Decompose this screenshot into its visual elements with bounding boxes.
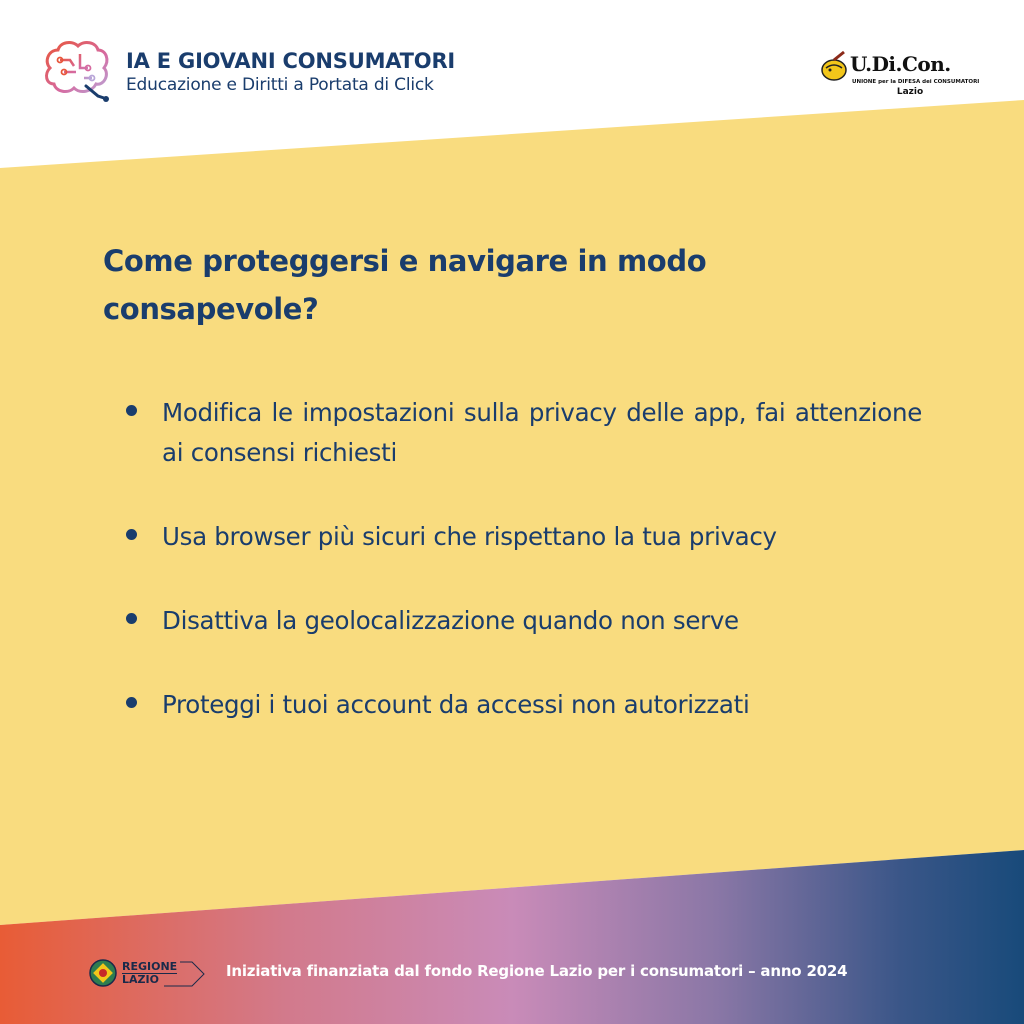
bullet-dot-icon <box>126 405 137 416</box>
page-title: Come proteggersi e navigare in modo consapevole? <box>103 244 707 326</box>
partner-region: Lazio <box>896 87 924 97</box>
funding-notice: Iniziativa finanziata dal fondo Regione Lazio per i consumatori – anno 2024 <box>226 962 848 980</box>
bullet-dot-icon <box>126 529 137 540</box>
udicon-mark-icon <box>820 50 850 82</box>
brand-logo <box>40 38 455 106</box>
list-item-text: Usa browser più sicuri che rispettano la tua privacy <box>162 522 777 551</box>
list-item <box>126 685 922 725</box>
region-name-line2: LAZIO <box>122 972 159 986</box>
list-item <box>126 601 922 641</box>
bullet-dot-icon <box>126 697 137 708</box>
region-name-line1: REGIONE <box>122 959 178 973</box>
bullet-dot-icon <box>126 613 137 624</box>
list-item <box>126 393 922 473</box>
udicon-logo <box>820 48 980 108</box>
partner-tagline: UNIONE per la DIFESA dei CONSUMATORI <box>852 79 980 85</box>
regione-lazio-emblem-icon <box>88 958 118 988</box>
brand-title: IA E GIOVANI CONSUMATORI <box>126 49 456 73</box>
list-item <box>126 517 922 557</box>
brand-subtitle: Educazione e Diritti a Portata di Click <box>126 75 434 95</box>
list-item-text: Disattiva la geolocalizzazione quando non serve <box>162 606 739 635</box>
brain-circuit-icon <box>40 38 118 106</box>
partner-name: U.Di.Con. <box>850 52 951 76</box>
decorative-line-icon <box>124 960 212 992</box>
list-item-text: Modifica le impostazioni sulla privacy delle app, fai attenzione ai consensi richiesti <box>162 398 922 467</box>
list-item-text: Proteggi i tuoi account da accessi non autorizzati <box>162 690 750 719</box>
